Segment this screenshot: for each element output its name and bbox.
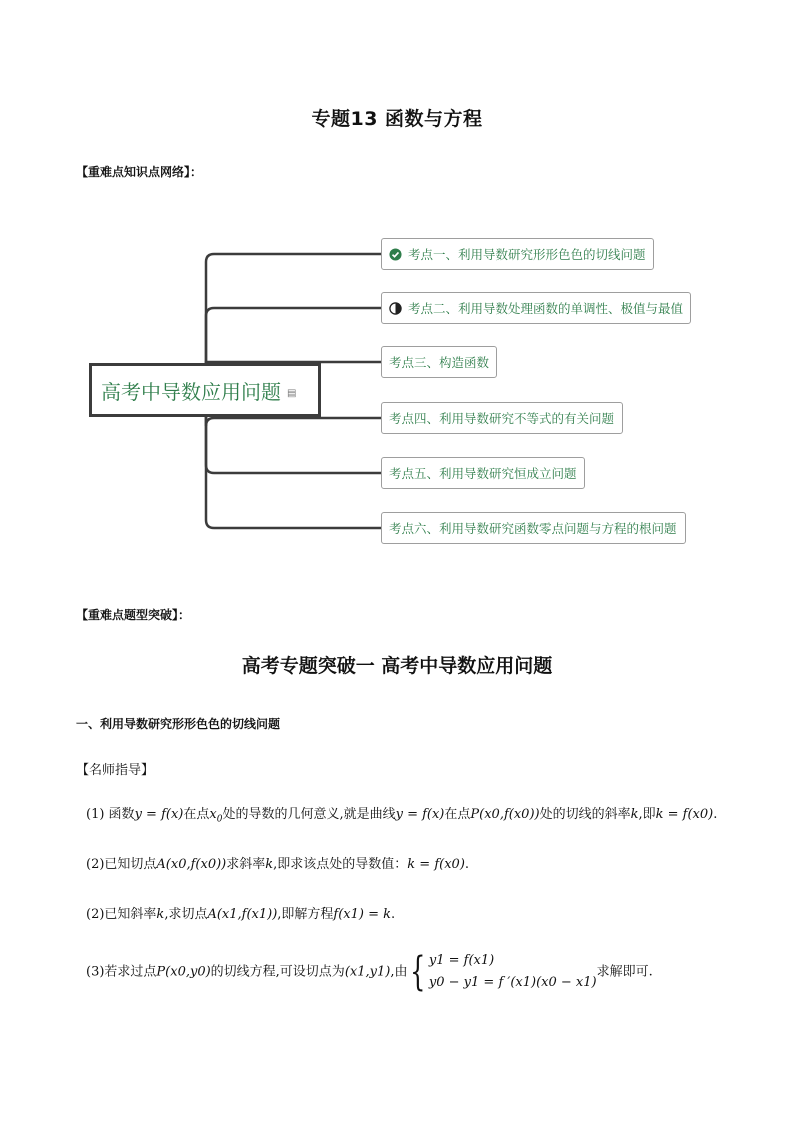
main-heading: 高考专题突破一 高考中导数应用问题 (241, 655, 553, 677)
sub-heading: 一、利用导数研究形形色色的切线问题 (76, 717, 281, 731)
branch-kaodian-6[interactable] (381, 512, 686, 544)
guide-item-1: (1) 函数y = f(x)在点$x_0$处的导数的几何意义,就是曲线y = f(x)在点P(x0,f(x0))处的切线的斜率k,即k = f(x0). (86, 807, 718, 825)
branch-label: 考点二、利用导数处理函数的单调性、极值与最值 (407, 301, 683, 316)
root-label: 高考中导数应用问题 (101, 379, 281, 404)
connector-4 (206, 417, 381, 426)
branch-kaodian-4[interactable] (381, 402, 623, 434)
branch-label: 考点五、利用导数研究恒成立问题 (389, 466, 577, 481)
branch-label: 考点一、利用导数研究形形色色的切线问题 (408, 247, 646, 262)
branch-kaodian-2[interactable] (381, 292, 691, 324)
section-label-knowledge-network: 【重难点知识点网络】： (76, 165, 203, 179)
mind-map (0, 0, 794, 560)
section-label-breakthrough: 【重难点题型突破】： (76, 608, 191, 622)
branch-label: 考点四、利用导数研究不等式的有关问题 (389, 411, 615, 426)
guide-item-2: (2)已知切点A(x0,f(x0))求斜率k,即求该点处的导数值：k = f(x0). (86, 857, 470, 872)
half-circle-icon (389, 302, 402, 315)
mind-map-root[interactable] (89, 363, 321, 417)
connector-2 (206, 308, 381, 363)
guide-item-4: (3)若求过点P(x0,y0)的切线方程,可设切点为(x1,y1),由{ y1 = f(x1) y0 − y1 = f ′(x1)(x0 − x1) 求解即可. (86, 949, 653, 995)
equation-system: { y1 = f(x1) y0 − y1 = f ′(x1)(x0 − x1) (410, 949, 597, 995)
guide-label: 【名师指导】 (76, 763, 155, 778)
branch-kaodian-5[interactable] (381, 457, 585, 489)
branch-label: 考点六、利用导数研究函数零点问题与方程的根问题 (389, 521, 677, 536)
guide-item-3: (2)已知斜率k,求切点A(x1,f(x1)),即解方程f(x1) = k. (86, 907, 396, 922)
page-title: 专题13 函数与方程 (311, 108, 483, 130)
check-circle-icon (389, 248, 402, 261)
note-icon: ▤ (287, 387, 297, 399)
branch-label: 考点三、构造函数 (389, 355, 490, 370)
branch-kaodian-1[interactable] (381, 238, 654, 270)
connector-5 (206, 417, 381, 473)
branch-kaodian-3[interactable] (381, 346, 497, 378)
